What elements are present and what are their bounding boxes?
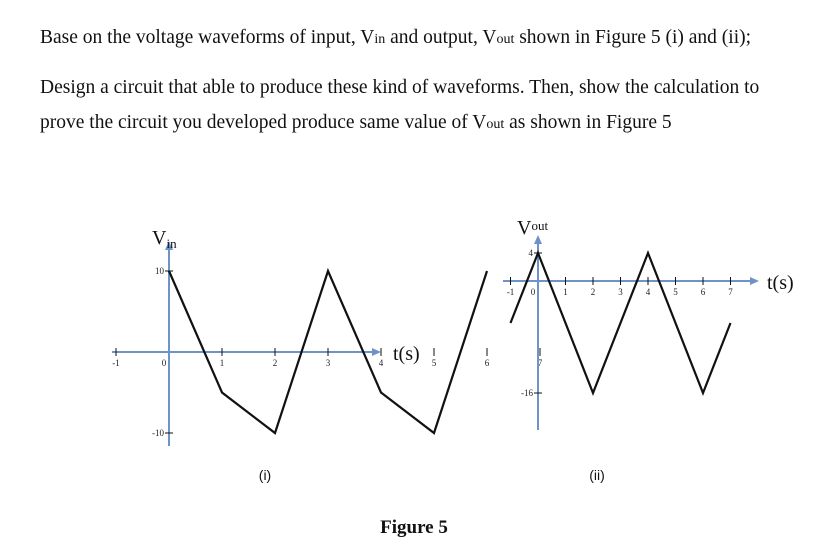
chart2-y-axis-label bbox=[517, 217, 548, 239]
chart1-x-tick-label: 2 bbox=[272, 358, 278, 368]
chart2-x-tick-label: 1 bbox=[563, 287, 568, 297]
question-line-3-prefix: prove the circuit you developed produce same value of V bbox=[40, 112, 487, 133]
vout-subscript: out bbox=[496, 32, 515, 47]
chart1-y-axis-label-sub: in bbox=[166, 236, 177, 251]
chart1-y-axis-label bbox=[152, 227, 177, 251]
chart2-x-arrow bbox=[750, 277, 759, 285]
chart2-y-arrow bbox=[534, 235, 542, 244]
chart1-caption: (i) bbox=[258, 467, 272, 483]
question-line-3-suffix: as shown in Figure 5 bbox=[504, 112, 672, 133]
figure-caption: Figure 5 bbox=[380, 517, 448, 538]
chart2-y-axis-label-sub: out bbox=[531, 218, 549, 233]
chart2-x-axis-label: t(s) bbox=[767, 272, 794, 294]
chart1-x-tick-label: 7 bbox=[537, 358, 543, 368]
chart2-caption: (ii) bbox=[589, 467, 605, 483]
chart1-x-tick-label: 4 bbox=[378, 358, 384, 368]
chart2-x-tick-label: 7 bbox=[728, 287, 733, 297]
chart2-x-tick-label: 4 bbox=[645, 287, 651, 297]
chart2-waveform bbox=[511, 253, 731, 393]
chart2-x-tick-label: 6 bbox=[700, 287, 706, 297]
question-line-1-mid: and output, V bbox=[385, 27, 497, 48]
chart1-y-tick-label: 10 bbox=[155, 266, 164, 276]
chart1-y-axis-label-main: V bbox=[152, 227, 167, 249]
chart1-x-tick-label: 5 bbox=[431, 358, 437, 368]
chart1-x-tick-label: -1 bbox=[112, 358, 120, 368]
vout-subscript-2: out bbox=[486, 117, 505, 132]
chart2-x-tick-label: -1 bbox=[506, 287, 515, 297]
chart2-x-tick-label: 2 bbox=[590, 287, 596, 297]
chart2-x-tick-label: 5 bbox=[673, 287, 678, 297]
question-line-2: Design a circuit that able to produce these kind of waveforms. Then, show the calculation to bbox=[40, 77, 760, 98]
chart1-x-tick-label: 0 bbox=[161, 358, 167, 368]
chart1-y-tick-label: -10 bbox=[152, 428, 164, 438]
chart1-x-tick-label: 3 bbox=[325, 358, 331, 368]
chart1-x-arrow bbox=[372, 348, 381, 356]
vin-subscript: in bbox=[374, 32, 386, 47]
chart2-y-tick-label: -16 bbox=[521, 388, 533, 398]
chart2-y-axis-label-main: V bbox=[517, 217, 532, 239]
question-line-1-suffix: shown in Figure 5 (i) and (ii); bbox=[514, 27, 752, 48]
question-line-1-prefix: Base on the voltage waveforms of input, V bbox=[40, 27, 375, 48]
chart1-x-axis-label: t(s) bbox=[393, 343, 420, 365]
chart1-x-tick-label: 6 bbox=[484, 358, 490, 368]
chart2-x-tick-label: 0 bbox=[530, 287, 536, 297]
chart1-x-tick-label: 1 bbox=[219, 358, 225, 368]
chart2-x-tick-label: 3 bbox=[618, 287, 623, 297]
chart2-y-tick-label: 4 bbox=[528, 248, 533, 258]
